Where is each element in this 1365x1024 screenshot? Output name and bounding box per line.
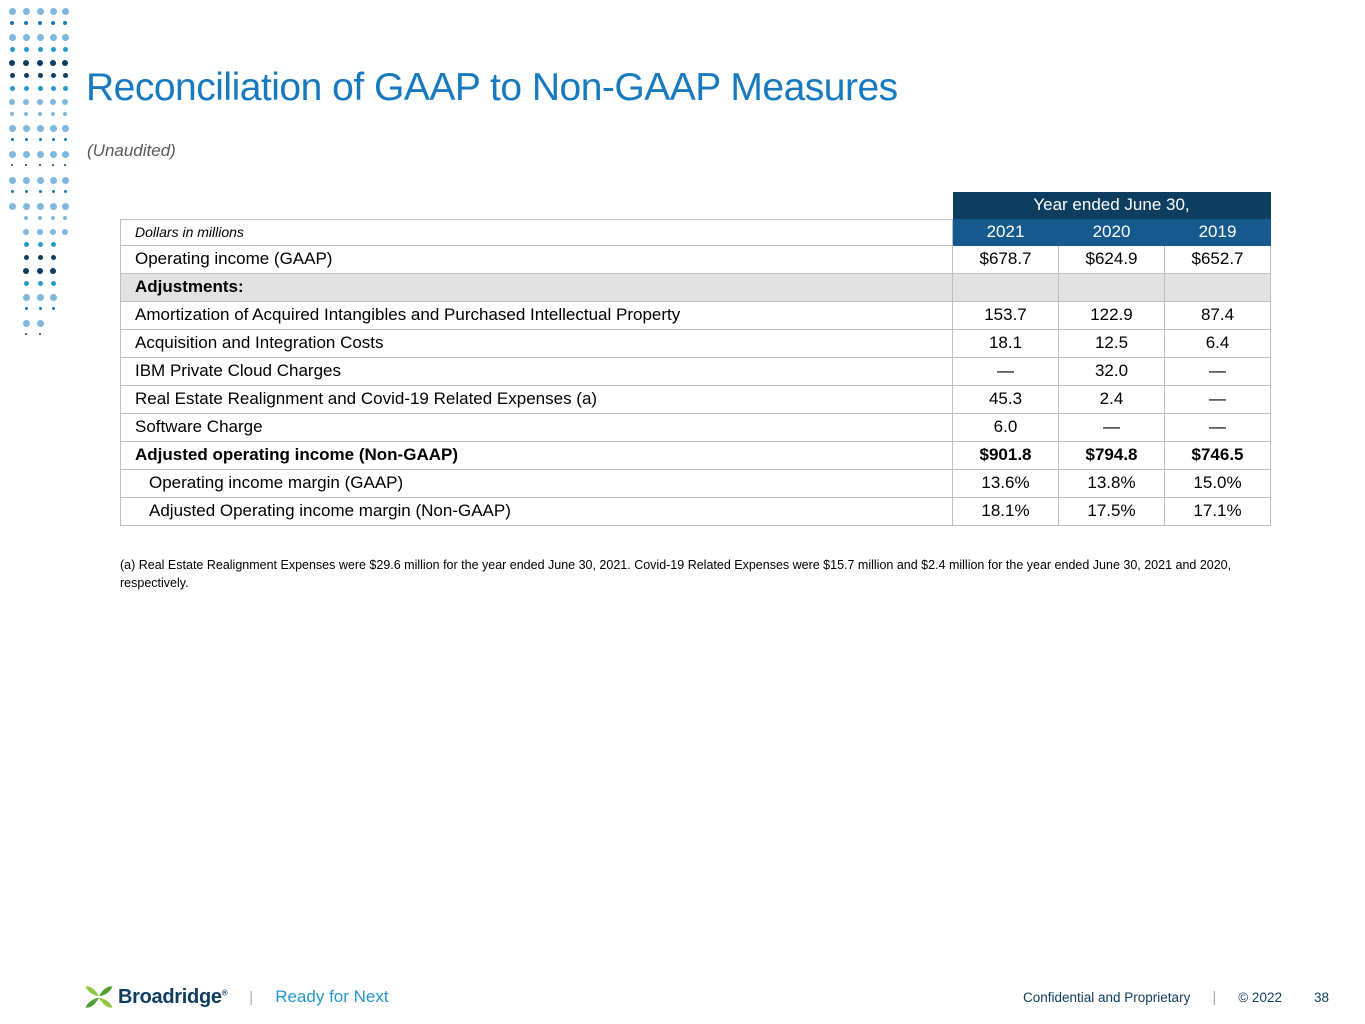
copyright-label: © 2022 [1238,989,1282,1005]
row-value: — [1165,413,1271,441]
row-value: $901.8 [953,441,1059,469]
row-label: Operating income (GAAP) [121,245,953,273]
row-value: — [1059,413,1165,441]
year-header-2019: 2019 [1165,219,1271,245]
year-header-2020: 2020 [1059,219,1165,245]
page-title: Reconciliation of GAAP to Non-GAAP Measures [86,66,898,109]
footer-right [1023,989,1329,1006]
row-value: — [1165,385,1271,413]
row-value: 13.6% [953,469,1059,497]
row-value: 17.5% [1059,497,1165,525]
row-label: Operating income margin (GAAP) [121,469,953,497]
broadridge-leaf-icon [84,982,114,1012]
row-value: $678.7 [953,245,1059,273]
brand-wordmark: Broadridge® [118,985,228,1008]
table-corner-spacer [121,192,953,219]
row-value: 13.8% [1059,469,1165,497]
row-value: 153.7 [953,301,1059,329]
table-year-header-row [121,219,1271,245]
page-number: 38 [1313,989,1329,1005]
row-label: Acquisition and Integration Costs [121,329,953,357]
registered-mark: ® [221,987,228,997]
row-value: 17.1% [1165,497,1271,525]
table-row [121,329,1271,357]
footer-left [84,982,389,1012]
footer-separator: | [1212,988,1217,1006]
reconciliation-table [120,192,1271,526]
confidential-label: Confidential and Proprietary [1022,989,1191,1005]
row-label: Software Charge [121,413,953,441]
row-value: 2.4 [1059,385,1165,413]
table-row [121,385,1271,413]
row-value: $624.9 [1059,245,1165,273]
table-row [121,245,1271,273]
row-value: 18.1 [953,329,1059,357]
row-value: 6.4 [1165,329,1271,357]
row-value: — [1165,357,1271,385]
row-label: Adjustments: [121,273,953,301]
row-label: Adjusted Operating income margin (Non-GAAP) [121,497,953,525]
row-value: $746.5 [1165,441,1271,469]
table-span-header: Year ended June 30, [953,192,1271,219]
row-value [953,273,1059,301]
row-value: 87.4 [1165,301,1271,329]
table-row [121,273,1271,301]
table-row [121,301,1271,329]
row-value: 122.9 [1059,301,1165,329]
row-value: $794.8 [1059,441,1165,469]
footer-tagline: Ready for Next [275,987,389,1006]
row-value: 32.0 [1059,357,1165,385]
row-value: 12.5 [1059,329,1165,357]
table-span-header-row [121,192,1271,219]
table-row [121,357,1271,385]
row-label: Real Estate Realignment and Covid-19 Related Expenses (a) [121,385,953,413]
table-row [121,441,1271,469]
table-col-label: Dollars in millions [121,219,953,245]
broadridge-logo [84,982,227,1012]
row-label: Adjusted operating income (Non-GAAP) [121,441,953,469]
year-header-2021: 2021 [953,219,1059,245]
row-value: 15.0% [1165,469,1271,497]
row-value: 45.3 [953,385,1059,413]
dot-pattern-decoration [0,0,80,360]
row-value: $652.7 [1165,245,1271,273]
table-row [121,469,1271,497]
subtitle: (Unaudited) [87,141,176,160]
table-row [121,413,1271,441]
table-body [121,245,1271,525]
row-value [1059,273,1165,301]
row-label: Amortization of Acquired Intangibles and Purchased Intellectual Property [121,301,953,329]
table-row [121,497,1271,525]
row-value: — [953,357,1059,385]
row-value: 6.0 [953,413,1059,441]
footnote: (a) Real Estate Realignment Expenses were $29.6 million for the year ended June 30, 2021. Covid-19 Related Expenses were $15.7 million and $2.4 million for the year ended June 30, 2021 and 2020, respectively. [120,558,1232,590]
footer [84,980,1329,1014]
footer-separator: | [249,988,254,1006]
row-value [1165,273,1271,301]
row-value: 18.1% [953,497,1059,525]
row-label: IBM Private Cloud Charges [121,357,953,385]
